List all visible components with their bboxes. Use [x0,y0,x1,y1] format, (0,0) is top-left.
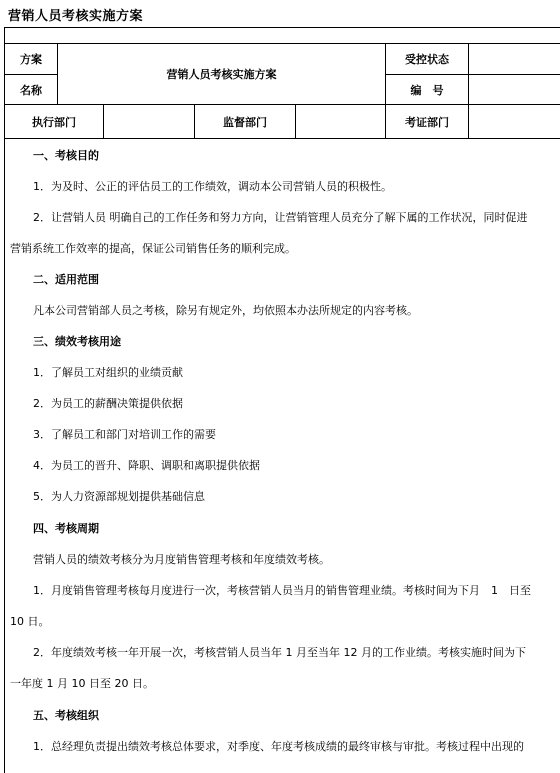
body-paragraph: 1．月度销售管理考核每月度进行一次，考核营销人员当月的销售管理业绩。考核时间为下月 1 日至 [33,584,531,598]
list-item: 2．为员工的薪酬决策提供依据 [33,397,183,411]
controlled-status-label: 受控状态 [386,44,469,75]
supervise-dept-value [296,105,386,139]
plan-name-cell: 营销人员考核实施方案 [58,44,386,105]
plan-label: 方案 [5,44,58,75]
section-heading: 三、绩效考核用途 [33,335,121,349]
section-heading: 二、适用范围 [33,273,99,287]
section-heading: 一、考核目的 [33,149,99,163]
number-label: 编 号 [386,75,469,105]
section-heading: 五、考核组织 [33,709,99,723]
header-table [4,43,560,139]
body-paragraph: 营销人员的绩效考核分为月度销售管理考核和年度绩效考核。 [33,553,330,567]
list-item: 4．为员工的晋升、降职、调职和离职提供依据 [33,459,260,473]
body-paragraph: 一年度 1 月 10 日至 20 日。 [10,677,154,691]
list-item: 1．了解员工对组织的业绩贡献 [33,366,183,380]
exec-dept-value [104,105,195,139]
section-heading: 四、考核周期 [33,522,99,536]
name-label: 名称 [5,75,58,105]
document-title: 营销人员考核实施方案 [8,5,143,24]
supervise-dept-label: 监督部门 [195,105,296,139]
body-paragraph: 10 日。 [10,615,50,629]
body-paragraph: 1．为及时、公正的评估员工的工作绩效，调动本公司营销人员的积极性。 [33,180,392,194]
list-item: 5．为人力资源部规划提供基础信息 [33,490,205,504]
body-paragraph: 2．让营销人员 明确自己的工作任务和努力方向，让营销管理人员充分了解下属的工作状况，同时促进 [33,211,528,225]
body-paragraph: 营销系统工作效率的提高，保证公司销售任务的顺利完成。 [10,242,296,256]
controlled-status-value [469,44,560,75]
verify-dept-value [469,105,560,139]
number-value [469,75,560,105]
verify-dept-label: 考证部门 [386,105,469,139]
exec-dept-label: 执行部门 [5,105,104,139]
list-item: 3．了解员工和部门对培训工作的需要 [33,428,216,442]
body-paragraph: 凡本公司营销部人员之考核，除另有规定外，均依照本办法所规定的内容考核。 [33,304,418,318]
body-paragraph: 2．年度绩效考核一年开展一次，考核营销人员当年 1 月至当年 12 月的工作业绩。考核实施时间为下 [33,646,526,660]
body-paragraph: 1．总经理负责提出绩效考核总体要求，对季度、年度考核成绩的最终审核与审批。考核过程中出现的 [33,740,524,754]
